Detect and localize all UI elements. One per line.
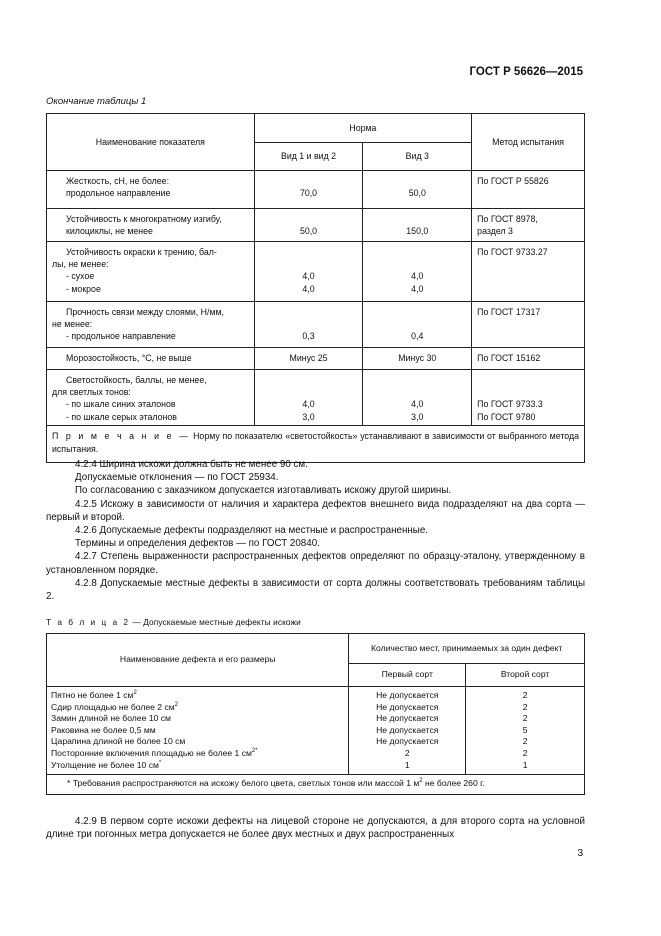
method-cell-line (477, 330, 579, 342)
paragraph-tolerance: Допускаемые отклонения — по ГОСТ 25934. (75, 472, 279, 484)
value-kind3-cell-line (368, 386, 466, 398)
value-kind12-cell-line (260, 258, 358, 270)
method-cell-line: По ГОСТ Р 55826 (477, 176, 549, 186)
value-kind3-cell-line: 150,0 (406, 226, 429, 237)
value-kind12-cell-line (260, 374, 358, 386)
value-kind3-cell-line (368, 318, 466, 330)
value-kind3-cell (363, 348, 472, 370)
defect-name (51, 690, 344, 702)
table-1 (46, 113, 585, 463)
method-cell-line: По ГОСТ 17317 (477, 307, 541, 317)
value-kind12-cell-line: Минус 25 (289, 353, 328, 363)
parameter-cell-line: килоциклы, не менее (66, 226, 153, 237)
table1-row (47, 242, 585, 302)
value-kind3-cell-line: 4,0 (411, 399, 424, 410)
value-kind3-cell-line (368, 213, 466, 225)
value-kind12-cell-line (260, 318, 358, 330)
parameter-cell-line: - продольное направление (66, 331, 176, 342)
method-cell-line: По ГОСТ 8978, (477, 214, 538, 224)
first-grade-value: Не допускается (376, 736, 439, 747)
defect-name (51, 725, 344, 737)
first-grade-cell (349, 687, 466, 775)
method-cell-line (477, 386, 579, 398)
method-cell-line (477, 374, 579, 386)
defect-name-sup: 2* (251, 748, 258, 755)
second-grade-value: 2 (522, 736, 528, 747)
method-cell-line: раздел 3 (477, 226, 513, 237)
parameter-cell-line: Жесткость, сН, не более: (66, 176, 170, 186)
defect-name-sup: 2 (174, 701, 179, 708)
method-cell-line: По ГОСТ 15162 (477, 353, 541, 363)
value-kind3-cell-line (368, 374, 466, 386)
method-cell-line (477, 187, 579, 199)
value-kind3-cell-line: 4,0 (411, 283, 424, 294)
paragraph-4-2-4: 4.2.4 Ширина искожи должна быть не менее 90 см. (75, 459, 308, 470)
value-kind3-cell-line: 50,0 (408, 188, 426, 199)
parameter-cell-line: для светлых тонов: (52, 387, 131, 398)
table1-row (47, 370, 585, 426)
first-grade-value: Не допускается (376, 713, 439, 724)
value-kind3-cell (363, 209, 472, 242)
second-grade-value: 2 (522, 747, 528, 758)
value-kind12-cell-line: 3,0 (302, 411, 315, 422)
parameter-cell-line: Морозостойкость, °С, не выше (66, 353, 192, 363)
value-kind3-cell-line (368, 175, 466, 187)
paragraph-terms: Термины и определения дефектов — по ГОСТ 20840. (75, 538, 320, 550)
paragraph-4-2-8: 4.2.8 Допускаемые местные дефекты в зависимости от сорта должны соответствовать требованиям таблицы 2. (46, 577, 585, 603)
paragraph-4-2-7: 4.2.7 Степень выраженности распространенных дефектов определяют по образцу-эталону, утвержденному в установленном порядке. (46, 551, 585, 576)
value-kind3-cell (363, 171, 472, 209)
second-grade-value: 1 (522, 759, 528, 770)
col-header-kind3: Вид 3 (363, 143, 472, 171)
parameter-cell-line: Устойчивость к многократному изгибу, (66, 214, 222, 224)
first-grade-value: Не допускается (376, 724, 439, 735)
value-kind12-cell-line: 50,0 (299, 226, 318, 237)
defect-name (51, 713, 344, 725)
value-kind12-cell (254, 171, 363, 209)
table2-caption-label: Т а б л и ц а 2 (46, 617, 131, 627)
document-code: ГОСТ Р 56626—2015 (469, 66, 583, 78)
method-cell (472, 171, 585, 209)
first-grade-value: 1 (404, 759, 410, 770)
value-kind12-cell-line: 4,0 (302, 271, 315, 282)
parameter-cell (47, 302, 255, 348)
col-header-method: Метод испытания (472, 114, 585, 171)
value-kind3-cell-line: 3,0 (411, 411, 424, 422)
method-cell (472, 348, 585, 370)
value-kind12-cell-line: 4,0 (302, 283, 315, 294)
footnote-text: * Требования распространяются на искожу белого цвета, светлых тонов или массой 1 м (67, 778, 420, 789)
value-kind12-cell (254, 209, 363, 242)
table2-caption-text: — Допускаемые местные дефекты искожи (132, 617, 301, 627)
parameter-cell-line: лы, не менее: (52, 259, 109, 270)
method-cell-line (477, 258, 579, 270)
second-grade-cell (466, 687, 585, 775)
value-kind3-cell (363, 302, 472, 348)
value-kind3-cell-line (368, 258, 466, 270)
col-header-parameter: Наименование показателя (47, 114, 255, 171)
defect-name-text: Царапина длиной не более 10 см (51, 736, 186, 747)
value-kind12-cell-line (260, 213, 358, 225)
defect-name-text: Пятно не более 1 см (51, 690, 134, 700)
parameter-cell-line: Устойчивость окраски к трению, бал- (66, 247, 217, 257)
method-cell (472, 242, 585, 302)
defect-name (51, 760, 344, 772)
footnote-sup: 2 (419, 778, 423, 785)
table1-row (47, 348, 585, 370)
table1-row (47, 171, 585, 209)
paragraph-4-2-5: 4.2.5 Искожу в зависимости от наличия и характера дефектов внешнего вида подразделяют на два сорта — первый и второй. (46, 498, 585, 523)
value-kind12-cell-line: 0,3 (302, 331, 315, 342)
note-label: П р и м е ч а н и е — (52, 431, 191, 441)
paragraph-4-2-9: 4.2.9 В первом сорте искожи дефекты на лицевой стороне не допускаются, а для второго сорта на условной длине три погонных метра допускается не более двух местных и двух распространенных (46, 816, 585, 841)
col-header-second-grade: Второй сорт (466, 664, 585, 687)
method-cell-line: По ГОСТ 9780 (477, 411, 536, 422)
col-header-norm: Норма (254, 114, 472, 143)
parameter-cell (47, 242, 255, 302)
first-grade-value: Не допускается (376, 690, 439, 700)
col-header-count: Количество мест, принимаемых за один дефект (349, 634, 585, 664)
parameter-cell-line: - по шкале синих эталонов (66, 399, 176, 410)
first-grade-value: 2 (404, 747, 410, 758)
value-kind12-cell (254, 348, 363, 370)
defect-name-text: Замин длиной не более 10 см (51, 713, 171, 724)
value-kind12-cell-line (260, 175, 358, 187)
table-2 (46, 633, 585, 795)
parameter-cell (47, 209, 255, 242)
value-kind12-cell-line: 70,0 (299, 188, 318, 199)
parameter-cell (47, 370, 255, 426)
col-header-first-grade: Первый сорт (349, 664, 466, 687)
parameter-cell-line: Прочность связи между слоями, Н/мм, (66, 307, 225, 317)
col-header-kind12: Вид 1 и вид 2 (254, 143, 363, 171)
method-cell-line (477, 318, 579, 330)
table2-caption (46, 617, 301, 627)
table1-row (47, 209, 585, 242)
value-kind3-cell-line (368, 246, 466, 258)
second-grade-value: 5 (522, 724, 528, 735)
paragraph-width: По согласованию с заказчиком допускается изготавливать искожу другой ширины. (75, 485, 452, 497)
section-4-2-4-to-4-2-8 (46, 458, 585, 603)
defect-name (51, 748, 344, 760)
value-kind3-cell-line: Минус 30 (398, 353, 437, 363)
value-kind3-cell (363, 242, 472, 302)
second-grade-value: 2 (522, 701, 528, 712)
second-grade-value: 2 (522, 690, 528, 700)
defect-name-text: Раковина не более 0,5 мм (51, 724, 156, 735)
value-kind12-cell-line (260, 246, 358, 258)
note-text: Норму по показателю «светостойкость» устанавливают в зависимости от выбранного метода испытания. (52, 431, 579, 454)
value-kind12-cell-line (260, 306, 358, 318)
paragraph-4-2-6: 4.2.6 Допускаемые дефекты подразделяют на местные и распространенные. (75, 525, 429, 537)
value-kind3-cell (363, 370, 472, 426)
value-kind12-cell (254, 242, 363, 302)
value-kind12-cell-line (260, 386, 358, 398)
defect-name-text: Сдир площадью не более 2 см (51, 701, 175, 712)
defect-name-text: Утолщение не более 10 см (51, 759, 159, 770)
table1-note (47, 426, 585, 463)
table1-caption: Окончание таблицы 1 (46, 96, 147, 107)
table2-footnote (47, 775, 585, 795)
second-grade-value: 2 (522, 713, 528, 724)
first-grade-value: Не допускается (376, 701, 439, 712)
value-kind12-cell (254, 302, 363, 348)
method-cell-line (477, 283, 579, 295)
method-cell (472, 209, 585, 242)
method-cell-line: По ГОСТ 9733.27 (477, 247, 548, 257)
parameter-cell (47, 171, 255, 209)
method-cell-line: По ГОСТ 9733.3 (477, 399, 543, 410)
defect-name-sup: * (158, 759, 162, 766)
defect-name-text: Посторонние включения площадью не более 1 см (51, 747, 252, 758)
parameter-cell-line: - сухое (66, 271, 95, 282)
value-kind3-cell-line: 4,0 (411, 271, 424, 282)
table1-row (47, 302, 585, 348)
defect-name (51, 702, 344, 714)
method-cell (472, 370, 585, 426)
method-cell-line (477, 270, 579, 282)
page-number: 3 (577, 848, 583, 859)
parameter-cell-line: - мокрое (66, 283, 101, 294)
parameter-cell-line: - по шкале серых эталонов (66, 411, 177, 422)
defect-name-sup: 2 (133, 690, 137, 697)
defect-name (51, 736, 344, 748)
footnote-tail: не более 260 г. (422, 778, 485, 789)
parameter-cell-line: не менее: (52, 319, 93, 330)
col-header-defect: Наименование дефекта и его размеры (47, 634, 349, 687)
method-cell (472, 302, 585, 348)
value-kind3-cell-line (368, 306, 466, 318)
value-kind12-cell (254, 370, 363, 426)
value-kind3-cell-line: 0,4 (411, 331, 424, 342)
value-kind12-cell-line: 4,0 (302, 399, 315, 410)
defect-names-cell (47, 687, 349, 775)
parameter-cell-line: Светостойкость, баллы, не менее, (66, 375, 207, 385)
section-4-2-9 (46, 815, 585, 841)
parameter-cell (47, 348, 255, 370)
parameter-cell-line: продольное направление (66, 188, 171, 199)
